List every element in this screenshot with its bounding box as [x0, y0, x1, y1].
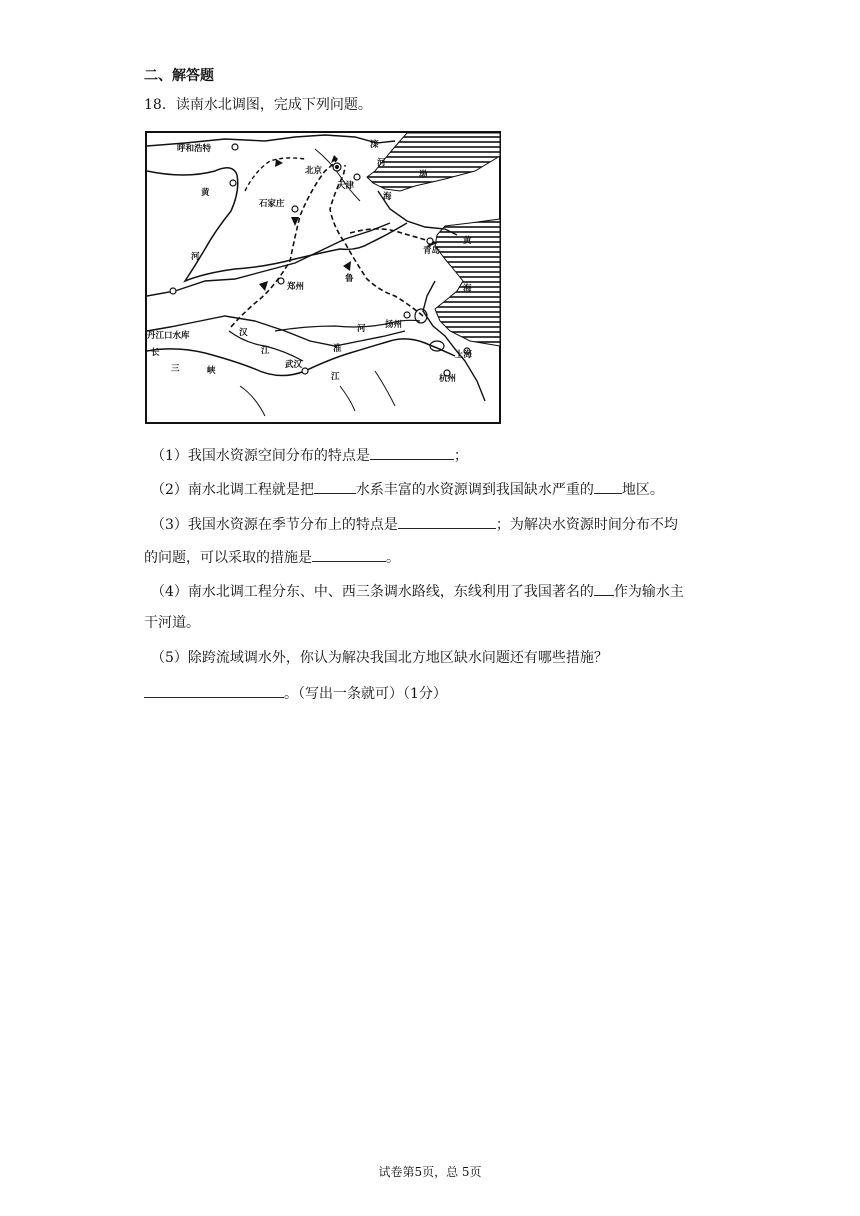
label-sanxia2: 峡 [207, 366, 216, 376]
label-shijiazhuang: 石家庄 [259, 199, 285, 209]
item-2-blank-1[interactable] [314, 478, 356, 494]
label-lu: 鲁 [345, 274, 354, 284]
item-5-blank[interactable] [144, 682, 284, 698]
item-2-end: 地区。 [621, 482, 664, 498]
item-3-mid: ；为解决水资源时间分布不均 [495, 517, 678, 533]
item-3-blank-2[interactable] [312, 546, 386, 562]
item-5-end: 。（写出一条就可）（1分） [284, 686, 447, 702]
label-chang: 长 [151, 348, 160, 358]
label-wuhan: 武汉 [285, 360, 303, 370]
item-2-blank-2[interactable] [594, 478, 622, 494]
label-jiang1: 江 [261, 346, 270, 356]
item-2 [151, 478, 664, 500]
item-3-end: 。 [386, 550, 400, 566]
page-footer: 试卷第5页，总 5页 [378, 1165, 482, 1179]
item-5-line1 [151, 648, 608, 668]
item-4-line1 [151, 580, 684, 602]
item-3-line2 [144, 546, 400, 568]
item-4-line2 [144, 613, 200, 633]
item-1 [151, 444, 468, 466]
label-zhengzhou: 郑州 [287, 282, 305, 292]
label-hangzhou: 杭州 [439, 374, 457, 384]
item-3-pre: （3）我国水资源在季节分布上的特点是 [151, 517, 398, 533]
label-tianjin: 天津 [337, 181, 355, 191]
label-huang: 黄 [201, 188, 210, 198]
item-2-pre: （2）南水北调工程就是把 [151, 482, 314, 498]
label-shanghai: 上海 [455, 350, 473, 360]
label-he: 河 [191, 252, 200, 262]
item-3-line2-text: 的问题，可以采取的措施是 [144, 550, 312, 566]
label-luan: 滦 [370, 140, 379, 150]
item-1-end: ； [453, 448, 468, 464]
item-4-pre: （4）南水北调工程分东、中、西三条调水路线，东线利用了我国著名的 [151, 584, 594, 600]
south-north-water-diversion-map [145, 131, 501, 424]
item-1-blank[interactable] [370, 444, 454, 460]
label-hohhot: 呼和浩特 [177, 144, 212, 154]
label-bo: 渤 [419, 170, 428, 180]
item-4-blank-1[interactable] [594, 580, 614, 596]
label-beijing: 北京 [305, 166, 323, 176]
item-5-text: （5）除跨流域调水外，你认为解决我国北方地区缺水问题还有哪些措施？ [151, 650, 608, 666]
section-title: 二、解答题 [144, 68, 214, 84]
label-qingdao: 青岛 [423, 246, 441, 256]
label-hai2: 海 [463, 284, 472, 294]
item-4-mid: 作为输水主 [613, 584, 684, 600]
label-huai: 淮 [333, 344, 342, 354]
label-sanxia1: 三 [171, 364, 180, 374]
label-han: 汉 [239, 328, 248, 338]
item-3-blank-1[interactable] [398, 513, 496, 529]
item-1-text: （1）我国水资源空间分布的特点是 [151, 448, 370, 464]
question-stem: 18．读南水北调图，完成下列问题。 [144, 97, 372, 113]
label-hai1: 海 [383, 192, 392, 202]
label-huai-he: 河 [357, 324, 366, 334]
label-jiang2: 江 [331, 372, 340, 382]
label-luan-he: 河 [377, 158, 386, 168]
label-danjiangkou: 丹江口水库 [147, 331, 190, 341]
item-2-mid: 水系丰富的水资源调到我国缺水严重的 [355, 482, 594, 498]
item-3-line1 [151, 513, 678, 535]
label-yangzhou: 扬州 [385, 320, 403, 330]
item-4-line2-text: 干河道。 [144, 615, 200, 631]
label-huang-sea: 黄 [463, 236, 472, 246]
item-5-line2 [144, 682, 447, 704]
